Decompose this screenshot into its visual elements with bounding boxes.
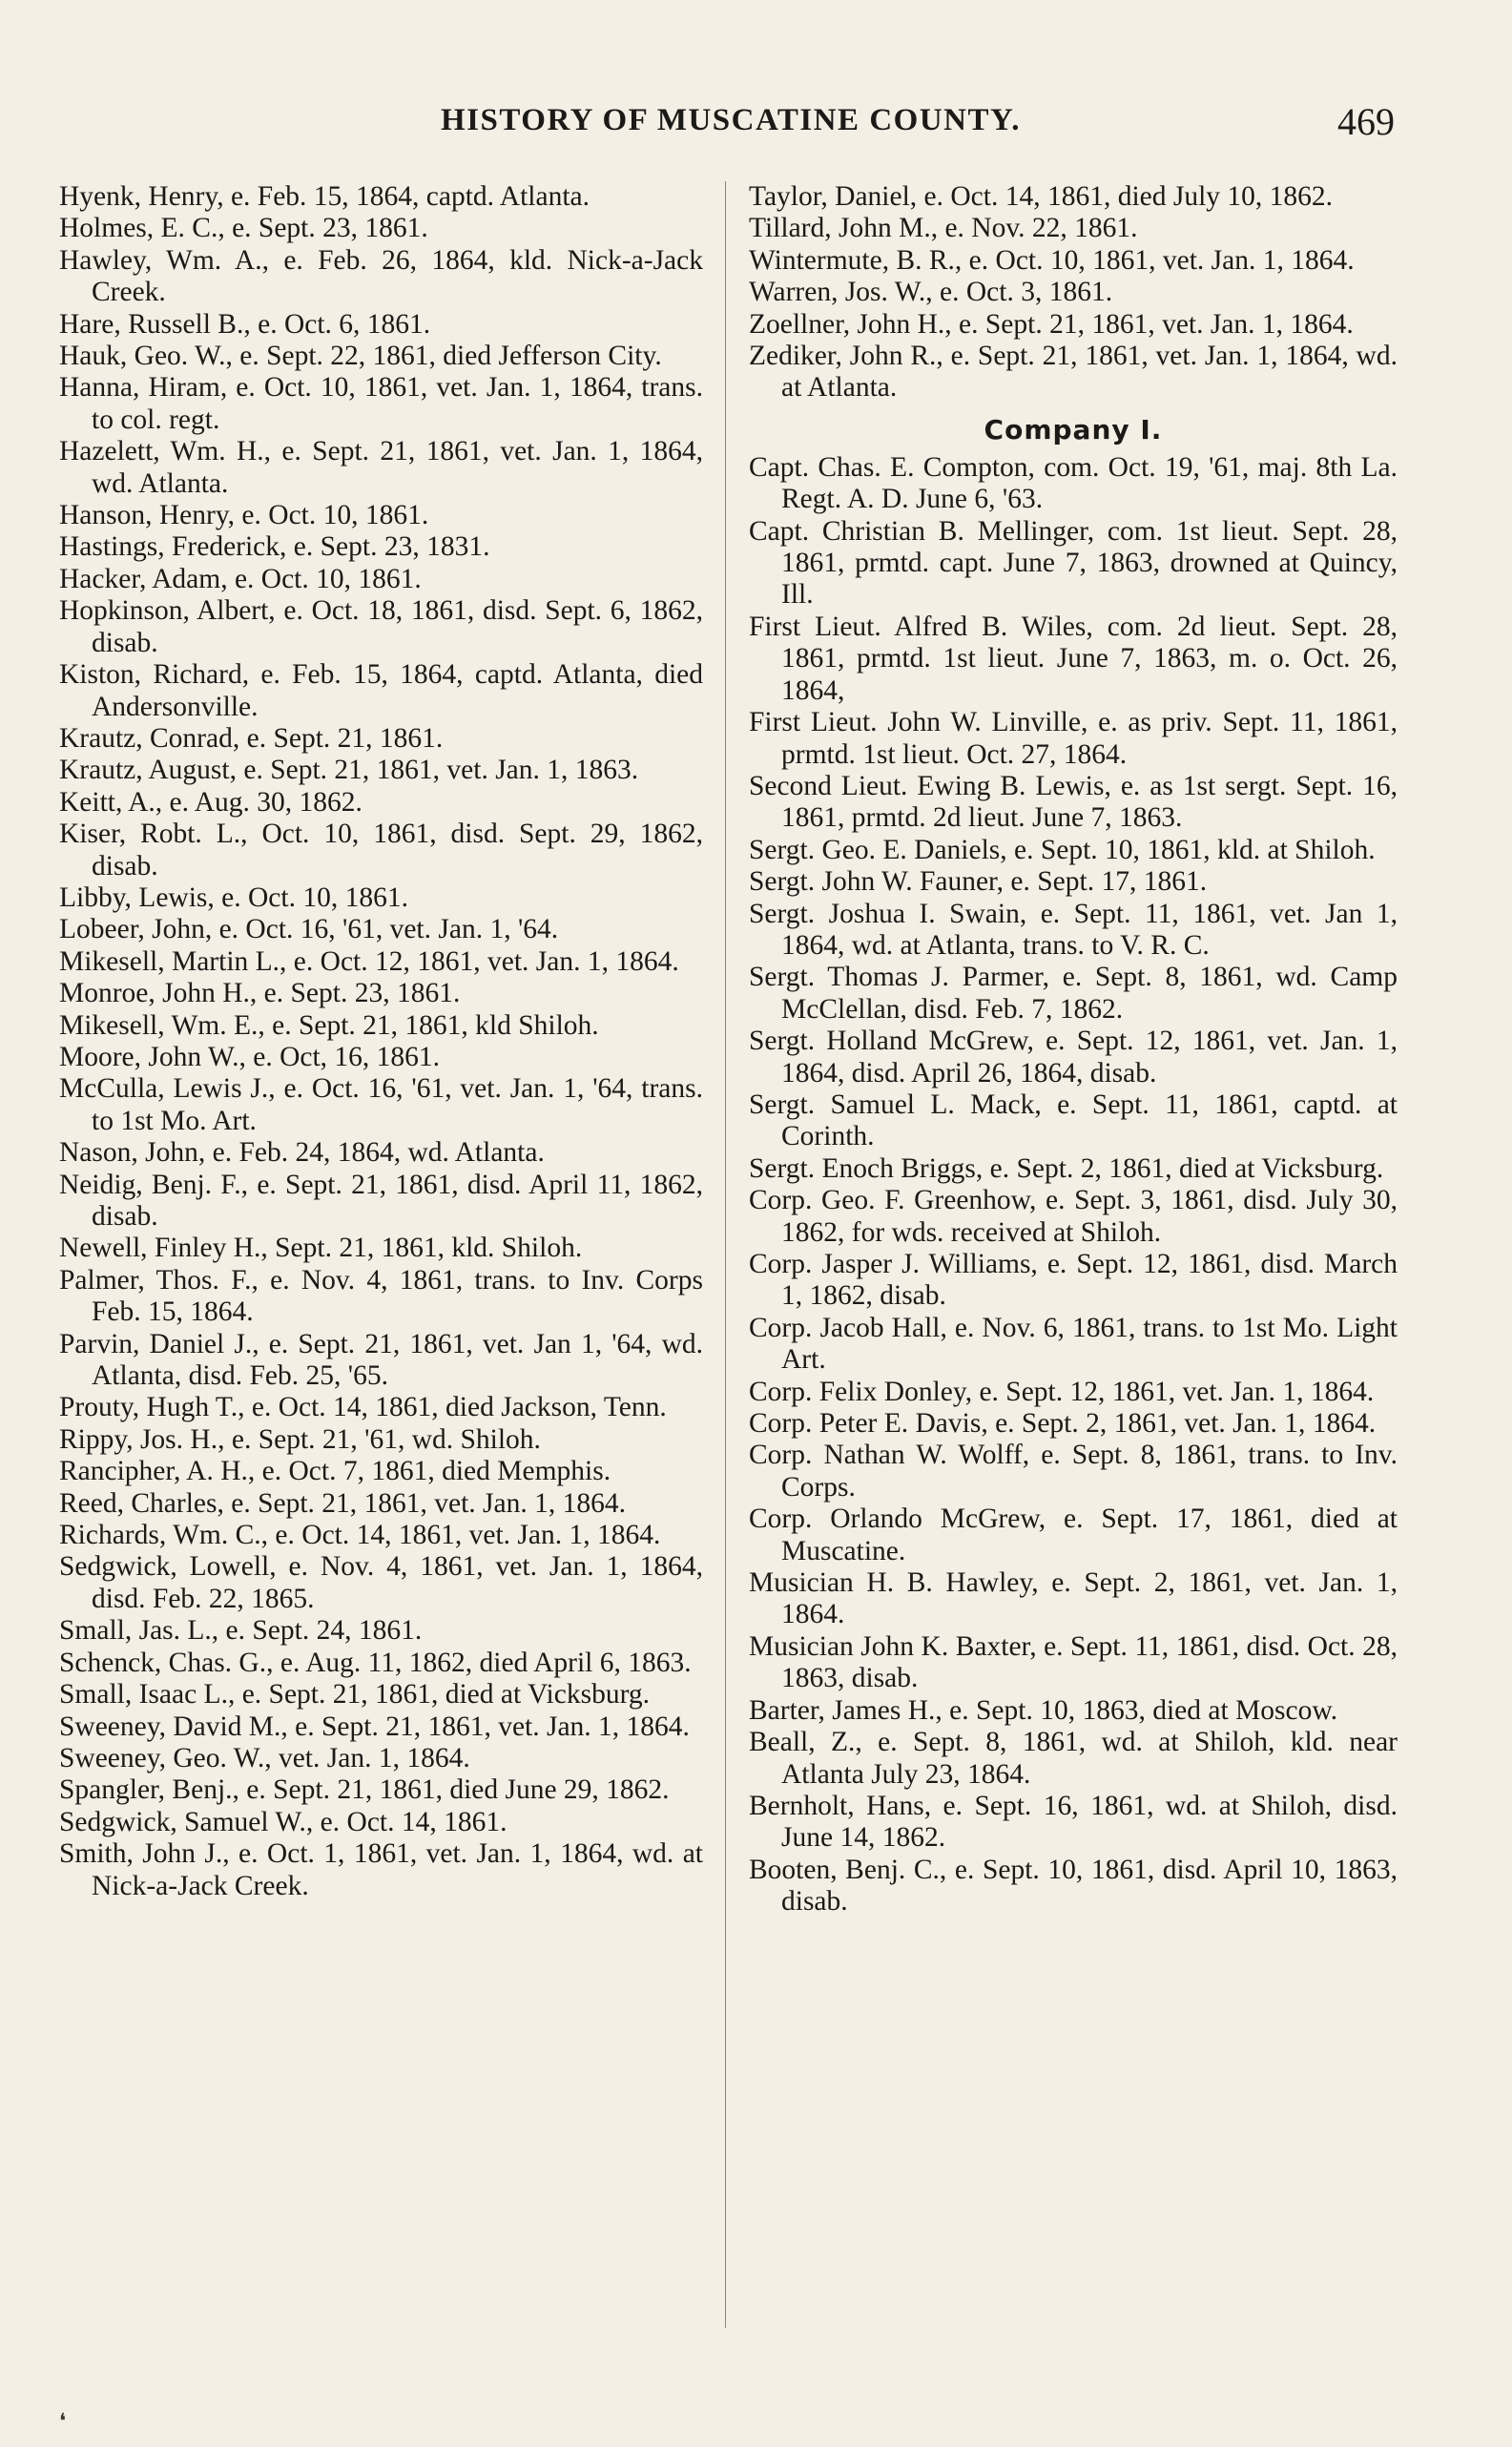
roster-entry: Nason, John, e. Feb. 24, 1864, wd. Atlanta. (59, 1137, 545, 1169)
roster-entry: First Lieut. Alfred B. Wiles, com. 2d lieut. Sept. 28, 1861, prmtd. 1st lieut. June 7, 1863, m. o. Oct. 26, 1864, (749, 611, 1398, 706)
roster-entry: Bernholt, Hans, e. Sept. 16, 1861, wd. at Shiloh, disd. June 14, 1862. (749, 1790, 1398, 1854)
page-number: 469 (1337, 100, 1395, 143)
roster-entry: Monroe, John H., e. Sept. 23, 1861. (59, 978, 461, 1009)
roster-entry: Sergt. Enoch Briggs, e. Sept. 2, 1861, died at Vicksburg. (749, 1152, 1384, 1184)
roster-entry: Moore, John W., e. Oct, 16, 1861. (59, 1041, 441, 1072)
roster-entry: Neidig, Benj. F., e. Sept. 21, 1861, disd. April 11, 1862, disab. (59, 1169, 703, 1232)
roster-entry: Krautz, August, e. Sept. 21, 1861, vet. Jan. 1, 1863. (59, 755, 639, 786)
roster-entry: Corp. Orlando McGrew, e. Sept. 17, 1861, died at Muscatine. (749, 1503, 1398, 1566)
roster-entry: Corp. Nathan W. Wolff, e. Sept. 8, 1861, trans. to Inv. Corps. (749, 1440, 1398, 1503)
roster-entry: Corp. Jacob Hall, e. Nov. 6, 1861, trans. to 1st Mo. Light Art. (749, 1312, 1398, 1376)
roster-entry: Corp. Geo. F. Greenhow, e. Sept. 3, 1861, disd. July 30, 1862, for wds. received at Shiloh. (749, 1185, 1398, 1248)
roster-entry: Musician H. B. Hawley, e. Sept. 2, 1861, vet. Jan. 1, 1864. (749, 1567, 1398, 1630)
roster-entry: Barter, James H., e. Sept. 10, 1863, died at Moscow. (749, 1694, 1338, 1726)
roster-entry: Sedgwick, Lowell, e. Nov. 4, 1861, vet. Jan. 1, 1864, disd. Feb. 22, 1865. (59, 1551, 703, 1614)
roster-entry: Small, Jas. L., e. Sept. 24, 1861. (59, 1615, 423, 1647)
running-head (59, 100, 1395, 151)
roster-entry: Beall, Z., e. Sept. 8, 1861, wd. at Shiloh, kld. near Atlanta July 23, 1864. (749, 1727, 1398, 1790)
roster-entry: Hazelett, Wm. H., e. Sept. 21, 1861, vet. Jan. 1, 1864, wd. Atlanta. (59, 436, 703, 499)
roster-entry: Rancipher, A. H., e. Oct. 7, 1861, died Memphis. (59, 1456, 611, 1487)
roster-entry: Wintermute, B. R., e. Oct. 10, 1861, vet. Jan. 1, 1864. (749, 244, 1355, 276)
roster-entry: Prouty, Hugh T., e. Oct. 14, 1861, died Jackson, Tenn. (59, 1392, 667, 1423)
roster-entry: Spangler, Benj., e. Sept. 21, 1861, died June 29, 1862. (59, 1774, 670, 1806)
roster-entry: Sergt. Thomas J. Parmer, e. Sept. 8, 1861, wd. Camp McClellan, disd. Feb. 7, 1862. (749, 962, 1398, 1025)
roster-entry: Sweeney, Geo. W., vet. Jan. 1, 1864. (59, 1742, 470, 1773)
roster-entry: Sergt. Geo. E. Daniels, e. Sept. 10, 1861, kld. at Shiloh. (749, 834, 1376, 865)
roster-entry: Sergt. Joshua I. Swain, e. Sept. 11, 1861, vet. Jan 1, 1864, wd. at Atlanta, trans. to V. R. C. (749, 898, 1398, 961)
company-i-roster (749, 452, 1398, 1918)
roster-entry: Mikesell, Martin L., e. Oct. 12, 1861, vet. Jan. 1, 1864. (59, 945, 679, 977)
roster-entry: Libby, Lewis, e. Oct. 10, 1861. (59, 881, 408, 913)
roster-entry: Tillard, John M., e. Nov. 22, 1861. (749, 213, 1138, 244)
roster-entry: Musician John K. Baxter, e. Sept. 11, 1861, disd. Oct. 28, 1863, disab. (749, 1630, 1398, 1694)
right-column-entries-top (749, 181, 1398, 404)
roster-entry: Holmes, E. C., e. Sept. 23, 1861. (59, 213, 428, 244)
right-column (749, 181, 1398, 1918)
roster-entry: Mikesell, Wm. E., e. Sept. 21, 1861, kld Shiloh. (59, 1009, 599, 1041)
roster-entry: Warren, Jos. W., e. Oct. 3, 1861. (749, 277, 1113, 308)
roster-entry: Taylor, Daniel, e. Oct. 14, 1861, died July 10, 1862. (749, 181, 1334, 212)
roster-entry: Kiser, Robt. L., Oct. 10, 1861, disd. Sept. 29, 1862, disab. (59, 819, 703, 881)
roster-entry: Capt. Christian B. Mellinger, com. 1st lieut. Sept. 28, 1861, prmtd. capt. June 7, 1863, drowned at Quincy, Ill. (749, 515, 1398, 611)
roster-entry: Sweeney, David M., e. Sept. 21, 1861, vet. Jan. 1, 1864. (59, 1711, 690, 1742)
roster-entry: Booten, Benj. C., e. Sept. 10, 1861, disd. April 10, 1863, disab. (749, 1854, 1398, 1918)
column-divider (725, 181, 726, 2328)
roster-entry: Corp. Felix Donley, e. Sept. 12, 1861, vet. Jan. 1, 1864. (749, 1376, 1375, 1407)
roster-entry: McCulla, Lewis J., e. Oct. 16, '61, vet. Jan. 1, '64, trans. to 1st Mo. Art. (59, 1073, 703, 1136)
left-column (59, 181, 703, 1902)
roster-entry: Hawley, Wm. A., e. Feb. 26, 1864, kld. Nick-a-Jack Creek. (59, 244, 703, 308)
roster-entry: Sedgwick, Samuel W., e. Oct. 14, 1861. (59, 1806, 507, 1837)
roster-entry: Hastings, Frederick, e. Sept. 23, 1831. (59, 531, 490, 563)
roster-entry: Sergt. Samuel L. Mack, e. Sept. 11, 1861, captd. at Corinth. (749, 1089, 1398, 1152)
roster-entry: Zediker, John R., e. Sept. 21, 1861, vet. Jan. 1, 1864, wd. at Atlanta. (749, 341, 1398, 404)
roster-entry: Rippy, Jos. H., e. Sept. 21, '61, wd. Shiloh. (59, 1423, 541, 1455)
stray-mark: ❛ (59, 2409, 67, 2433)
roster-entry: Sergt. Holland McGrew, e. Sept. 12, 1861, vet. Jan. 1, 1864, disd. April 26, 1864, disab. (749, 1026, 1398, 1089)
roster-entry: Corp. Jasper J. Williams, e. Sept. 12, 1861, disd. March 1, 1862, disab. (749, 1249, 1398, 1312)
company-heading: Company I. (984, 413, 1163, 446)
roster-entry: Smith, John J., e. Oct. 1, 1861, vet. Jan. 1, 1864, wd. at Nick-a-Jack Creek. (59, 1838, 703, 1901)
roster-entry: Krautz, Conrad, e. Sept. 21, 1861. (59, 722, 444, 754)
roster-entry: Palmer, Thos. F., e. Nov. 4, 1861, trans. to Inv. Corps Feb. 15, 1864. (59, 1264, 703, 1328)
roster-entry: Sergt. John W. Fauner, e. Sept. 17, 1861. (749, 866, 1208, 898)
roster-entry: First Lieut. John W. Linville, e. as priv. Sept. 11, 1861, prmtd. 1st lieut. Oct. 27, 1864. (749, 707, 1398, 770)
roster-entry: Kiston, Richard, e. Feb. 15, 1864, captd. Atlanta, died Andersonville. (59, 659, 703, 722)
roster-entry: Hyenk, Henry, e. Feb. 15, 1864, captd. Atlanta. (59, 181, 590, 212)
roster-entry: Hacker, Adam, e. Oct. 10, 1861. (59, 563, 422, 594)
roster-entry: Newell, Finley H., Sept. 21, 1861, kld. Shiloh. (59, 1233, 583, 1264)
running-title: HISTORY OF MUSCATINE COUNTY. (441, 103, 1022, 137)
roster-entry: Hare, Russell B., e. Oct. 6, 1861. (59, 308, 431, 340)
roster-entry: Small, Isaac L., e. Sept. 21, 1861, died at Vicksburg. (59, 1679, 650, 1711)
roster-entry: Richards, Wm. C., e. Oct. 14, 1861, vet. Jan. 1, 1864. (59, 1520, 661, 1551)
roster-entry: Reed, Charles, e. Sept. 21, 1861, vet. Jan. 1, 1864. (59, 1487, 627, 1519)
roster-entry: Schenck, Chas. G., e. Aug. 11, 1862, died April 6, 1863. (59, 1647, 692, 1678)
roster-entry: Keitt, A., e. Aug. 30, 1862. (59, 786, 362, 818)
roster-entry: Parvin, Daniel J., e. Sept. 21, 1861, vet. Jan 1, '64, wd. Atlanta, disd. Feb. 25, '65. (59, 1328, 703, 1392)
roster-entry: Hanna, Hiram, e. Oct. 10, 1861, vet. Jan. 1, 1864, trans. to col. regt. (59, 372, 703, 435)
roster-entry: Corp. Peter E. Davis, e. Sept. 2, 1861, vet. Jan. 1, 1864. (749, 1408, 1377, 1440)
roster-entry: Second Lieut. Ewing B. Lewis, e. as 1st sergt. Sept. 16, 1861, prmtd. 2d lieut. June 7, 1863. (749, 770, 1398, 834)
roster-entry: Capt. Chas. E. Compton, com. Oct. 19, '61, maj. 8th La. Regt. A. D. June 6, '63. (749, 451, 1398, 515)
roster-entry: Hopkinson, Albert, e. Oct. 18, 1861, disd. Sept. 6, 1862, disab. (59, 595, 703, 658)
roster-entry: Lobeer, John, e. Oct. 16, '61, vet. Jan. 1, '64. (59, 914, 559, 945)
roster-entry: Hauk, Geo. W., e. Sept. 22, 1861, died Jefferson City. (59, 341, 662, 372)
roster-entry: Hanson, Henry, e. Oct. 10, 1861. (59, 500, 429, 531)
roster-entry: Zoellner, John H., e. Sept. 21, 1861, vet. Jan. 1, 1864. (749, 308, 1354, 340)
